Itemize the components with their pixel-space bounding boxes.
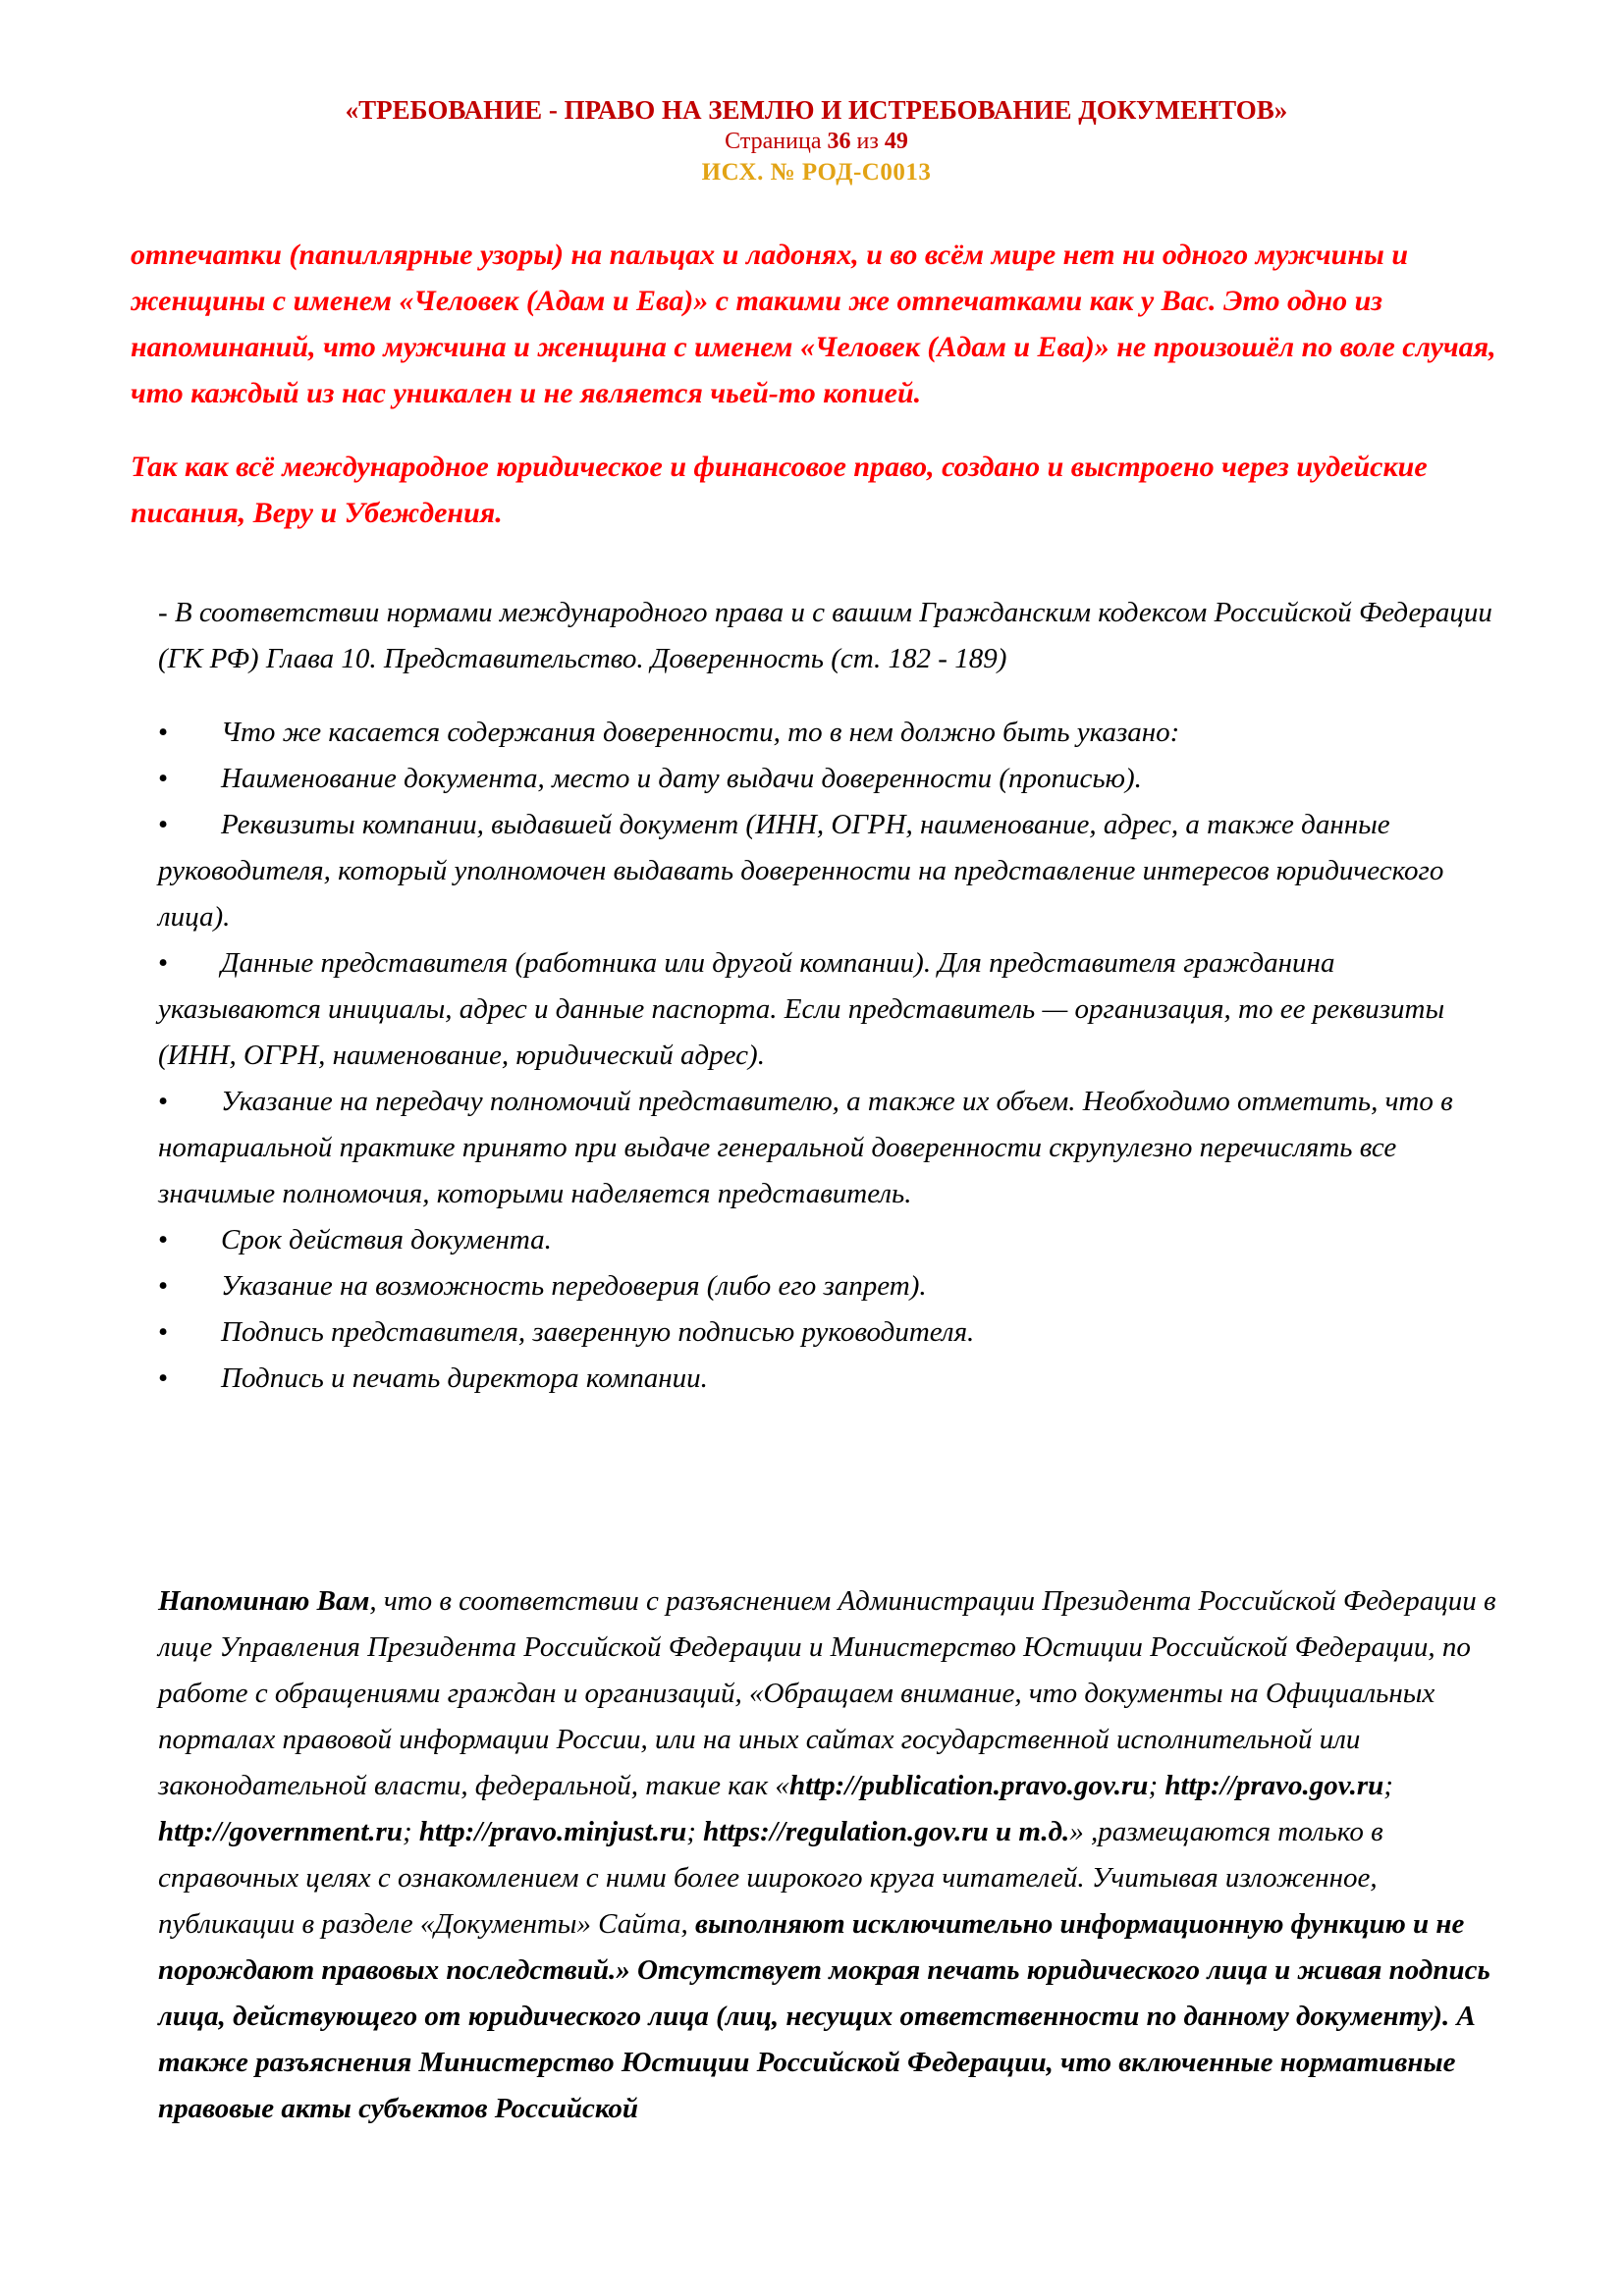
list-item-text: Реквизиты компании, выдавшей документ (ИНН, ОГРН, наименование, адрес, а также данные руководителя, который уполномочен выдавать доверенности на представление интересов юридического лица).	[158, 809, 1444, 933]
bullet-icon: •	[158, 809, 169, 840]
bullet-icon: •	[158, 1362, 169, 1394]
list-item	[158, 802, 1502, 940]
url-text: http://pravo.minjust.ru	[418, 1816, 687, 1847]
list-item-text: Срок действия документа.	[221, 1224, 552, 1255]
intro-paragraph-fingerprints: отпечатки (папиллярные узоры) на пальцах и ладонях, и во всём мире нет ни одного мужчины и женщины с именем «Человек (Адам и Ева)» с такими же отпечатками как у Вас. Это одно из напоминаний, что мужчина и женщина с именем «Человек (Адам и Ева)» не произошёл по воле случая, что каждый из нас уникален и не является чьей-то копией.	[131, 239, 1496, 409]
list-item	[158, 1309, 1502, 1356]
reference-number: ИСХ. № РОД-С0013	[701, 159, 932, 186]
text-run: » ,размещаются только в справочных целях с ознакомлением с ними более широкого круга читателей. Учитывая изложенное, публикации в разделе «Документы» Сайта,	[158, 1816, 1383, 1940]
bullet-icon: •	[158, 1270, 169, 1302]
text-run: Страница	[725, 129, 828, 154]
text-run: Напоминаю Вам	[158, 1585, 370, 1617]
url-text: http://government.ru	[158, 1816, 403, 1847]
bullet-icon: •	[158, 1224, 169, 1255]
text-run: ;	[1383, 1770, 1393, 1801]
list-item-text: Подпись и печать директора компании.	[221, 1362, 708, 1394]
list-item	[158, 756, 1502, 802]
text-run: т.д.	[1018, 1816, 1070, 1847]
bullet-icon: •	[158, 717, 169, 748]
text-run: выполняют исключительно информационную функцию и не порождают правовых последствий.» Отсутствует мокрая печать юридического лица и живая подпись лица, действующего от юридического лица (лиц, несущих ответственности по данному документу). А также разъяснения Министерство Юстиции Российской Федерации, что включенные нормативные правовые акты субъектов Российской	[158, 1908, 1490, 2124]
list-item-text: Данные представителя (работника или другой компании). Для представителя гражданина указываются инициалы, адрес и данные паспорта. Если представитель — организация, то ее реквизиты (ИНН, ОГРН, наименование, юридический адрес).	[158, 947, 1445, 1071]
legal-reference-paragraph: - В соответствии нормами международного права и с вашим Гражданским кодексом Российской Федерации (ГК РФ) Глава 10. Представительство. Доверенность (ст. 182 - 189)	[158, 597, 1492, 674]
list-item-text: Подпись представителя, заверенную подписью руководителя.	[221, 1316, 975, 1348]
list-item-text: Что же касается содержания доверенности, то в нем должно быть указано:	[221, 717, 1180, 748]
bullet-icon: •	[158, 1316, 169, 1348]
document-header	[131, 93, 1502, 188]
text-run: 36	[827, 129, 851, 154]
document-title: «ТРЕБОВАНИЕ - ПРАВО НА ЗЕМЛЮ И ИСТРЕБОВАНИЕ ДОКУМЕНТОВ»	[345, 95, 1288, 125]
text-run: и	[988, 1816, 1019, 1847]
list-item	[158, 1356, 1502, 1402]
text-run: из	[850, 129, 885, 154]
list-item	[158, 940, 1502, 1079]
url-text: http://pravo.gov.ru	[1164, 1770, 1384, 1801]
text-run: ;	[1148, 1770, 1165, 1801]
text-run: ;	[686, 1816, 704, 1847]
list-item	[158, 1079, 1502, 1217]
intro-paragraph-law-origin: Так как всё международное юридическое и финансовое право, создано и выстроено через иудейские писания, Веру и Убеждения.	[131, 451, 1428, 529]
bullet-icon: •	[158, 763, 169, 794]
list-item	[158, 710, 1502, 756]
power-of-attorney-requirements-list	[158, 710, 1502, 1402]
list-item	[158, 1217, 1502, 1263]
bullet-icon: •	[158, 947, 169, 979]
url-text: http://publication.pravo.gov.ru	[788, 1770, 1149, 1801]
text-run: , что в соответствии с разъяснением Администрации Президента Российской Федерации в лице Управления Президента Российской Федерации и Министерство Юстиции Российской Федерации, по работе с обращениями граждан и организаций, «Обращаем внимание, что документы на Официальных порталах правовой информации России, или на иных сайтах государственной исполнительной или законодательной власти, федеральной, такие как «	[158, 1585, 1496, 1801]
list-item-text: Указание на передачу полномочий представителю, а также их объем. Необходимо отметить, что в нотариальной практике принято при выдаче генеральной доверенности скрупулезно перечислять все значимые полномочия, которыми наделяется представитель.	[158, 1086, 1453, 1209]
list-item-text: Указание на возможность передоверия (либо его запрет).	[221, 1270, 927, 1302]
text-run: ;	[402, 1816, 419, 1847]
bullet-icon: •	[158, 1086, 169, 1117]
url-text: https://regulation.gov.ru	[703, 1816, 989, 1847]
list-item-text: Наименование документа, место и дату выдачи доверенности (прописью).	[221, 763, 1142, 794]
page-indicator	[131, 127, 1502, 157]
text-run: 49	[884, 129, 908, 154]
reminder-paragraph	[158, 1578, 1502, 2132]
list-item	[158, 1263, 1502, 1309]
